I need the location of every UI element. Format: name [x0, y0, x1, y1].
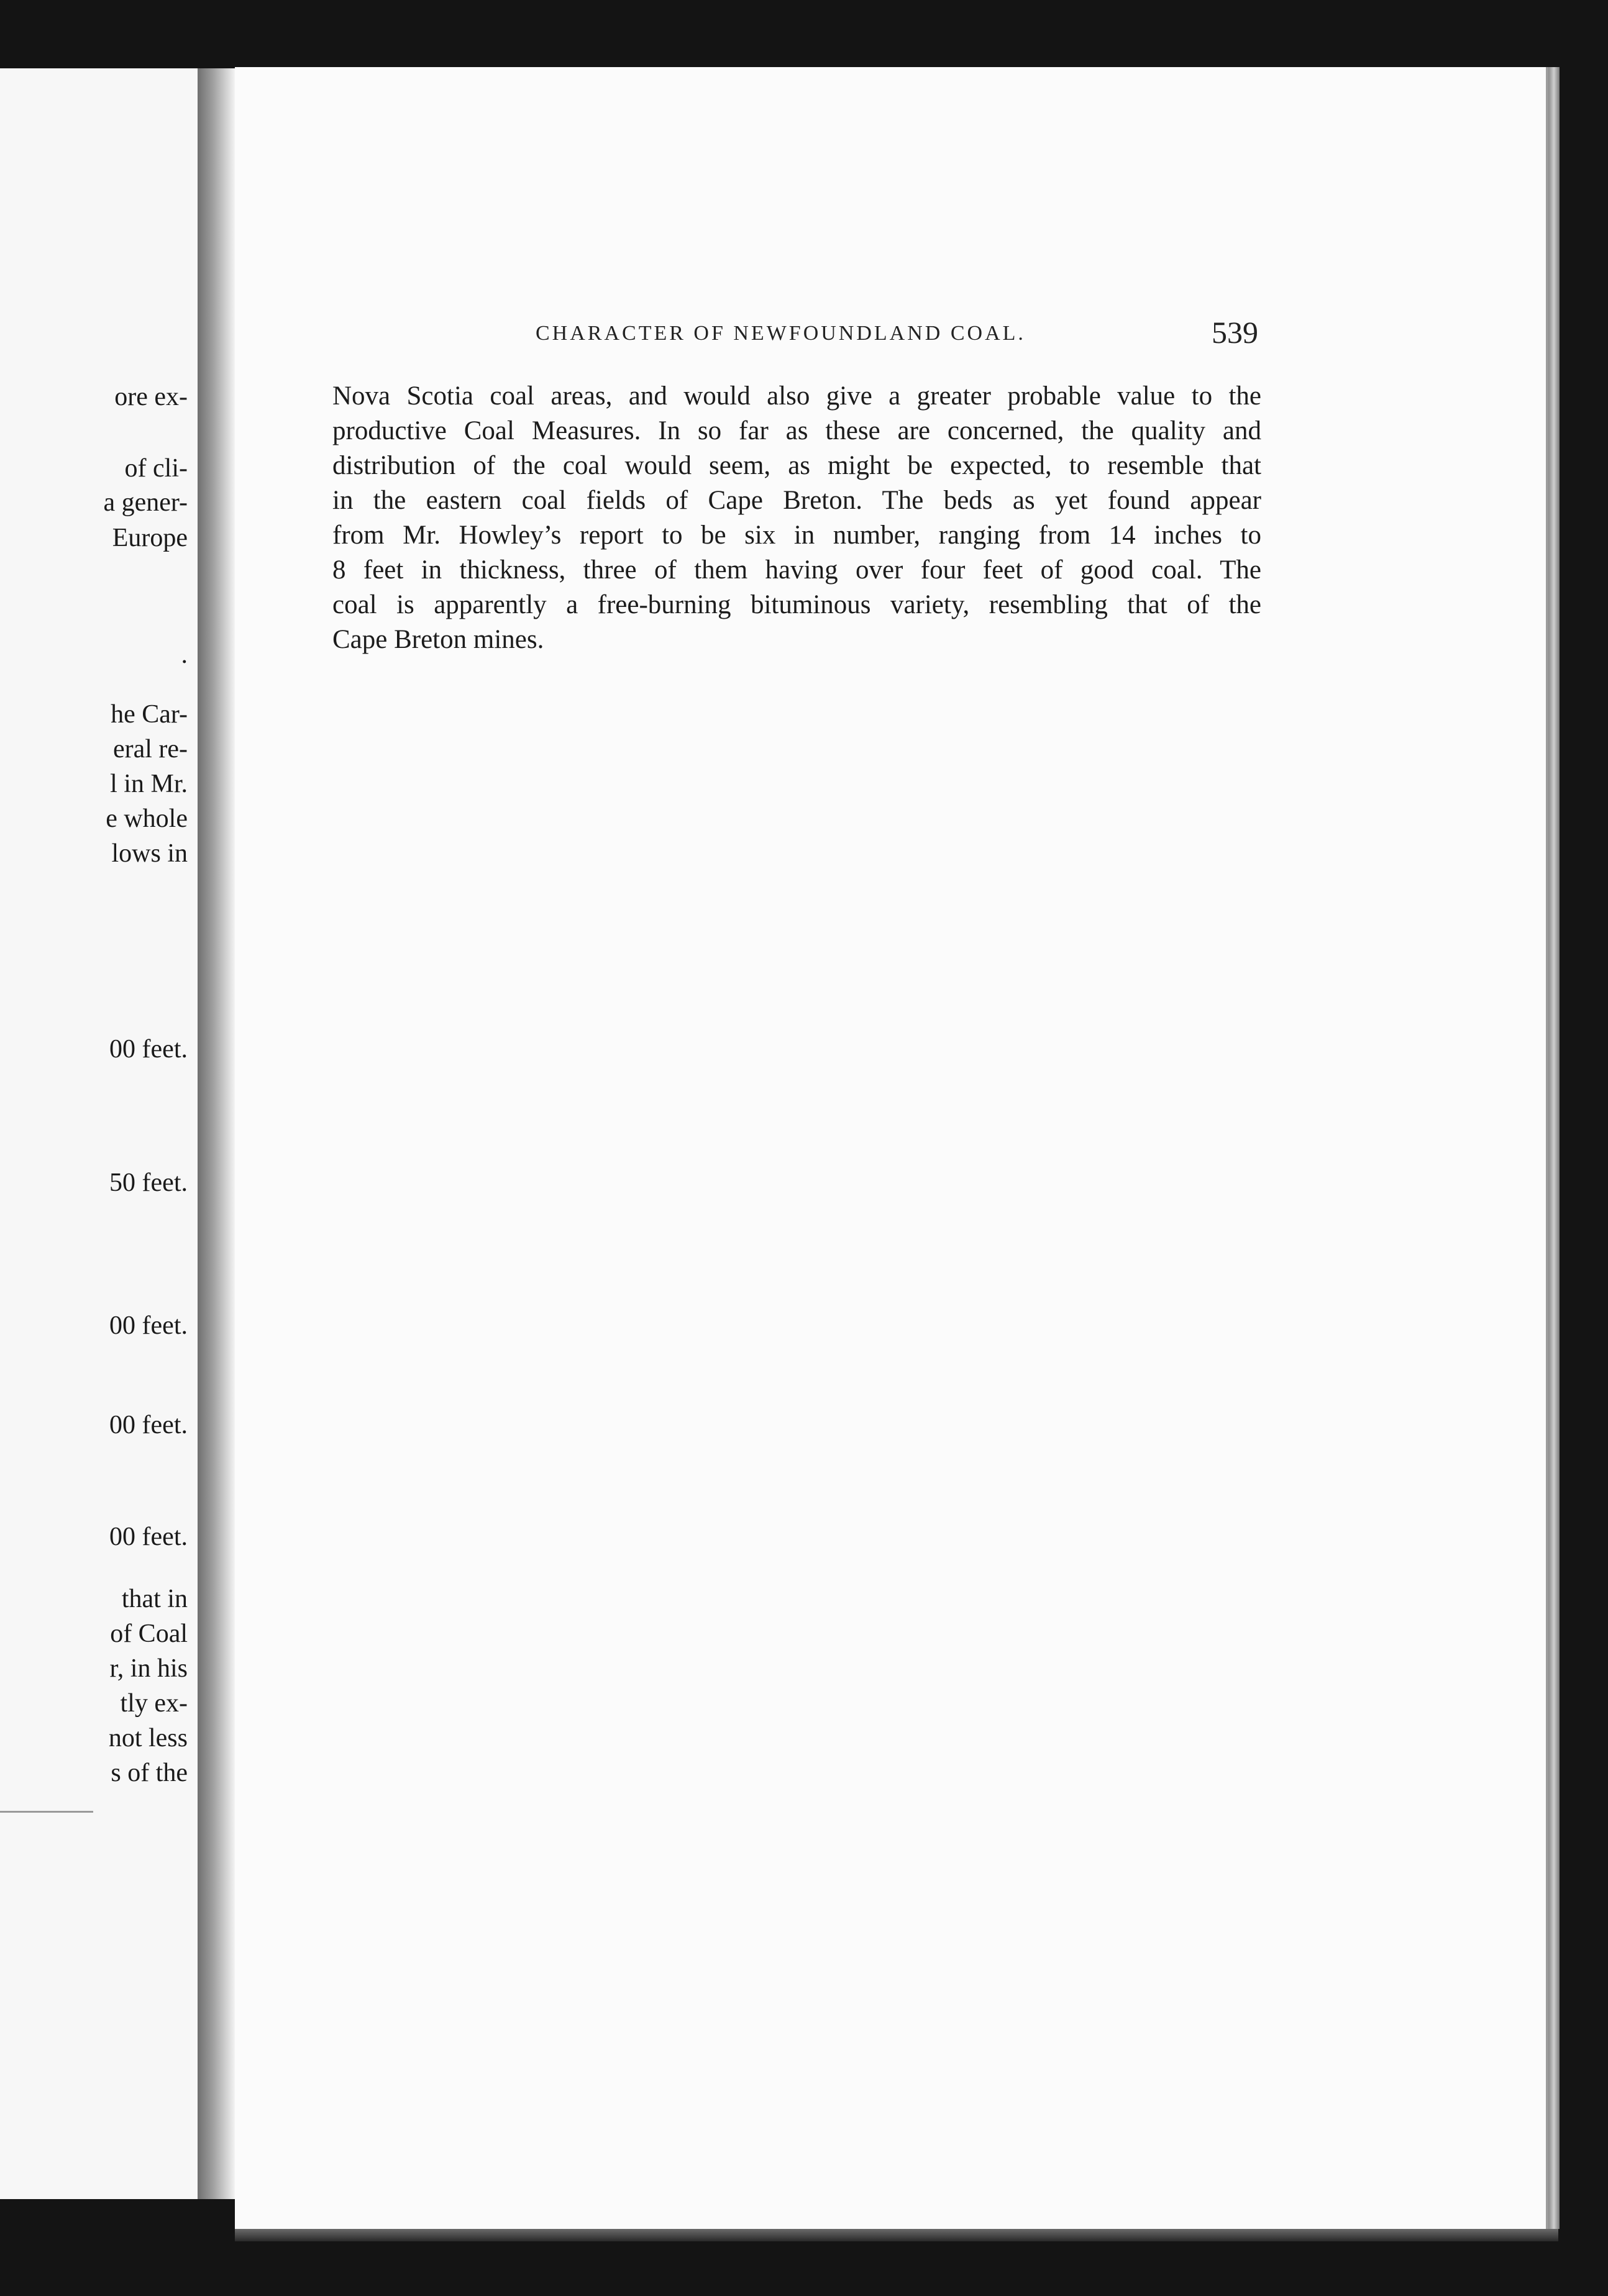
body-line: productive Coal Measures. In so far as these are concerned, the quality and [332, 416, 1261, 445]
body-line: distribution of the coal would seem, as might be expected, to resemble that [332, 451, 1261, 480]
left-page-fragment: lows in [111, 839, 188, 868]
left-page-fragment: of cli- [124, 454, 188, 483]
left-page-fragment: not less [108, 1724, 188, 1752]
body-line: Cape Breton mines. [332, 625, 544, 654]
body-line: 8 feet in thickness, three of them having over four feet of good coal. The [332, 555, 1261, 585]
page-bottom-edge [235, 2229, 1558, 2241]
left-page-fragment: 00 feet. [109, 1311, 188, 1340]
left-page-fragment: 00 feet. [109, 1523, 188, 1551]
left-page-fragment: s of the [111, 1759, 188, 1787]
body-line: coal is apparently a free-burning bituminous variety, resembling that of the [332, 590, 1261, 619]
left-page-fragment: . [181, 640, 188, 669]
left-page-fragment: Europe [112, 524, 188, 552]
left-page-fragment: 50 feet. [109, 1168, 188, 1197]
body-line: Nova Scotia coal areas, and would also give a greater probable value to the [332, 381, 1261, 411]
left-page-fragment: tly ex- [120, 1689, 188, 1718]
left-page-rule [0, 1811, 93, 1813]
left-page-fragment: a gener- [103, 488, 188, 517]
left-page-fragment: 00 feet. [109, 1035, 188, 1064]
body-line: from Mr. Howley’s report to be six in number, ranging from 14 inches to [332, 521, 1261, 550]
left-page-fragment: he Car- [111, 700, 188, 729]
left-facing-page [0, 68, 201, 2199]
body-line: in the eastern coal fields of Cape Breton. The beds as yet found appear [332, 486, 1261, 515]
left-page-fragment: 00 feet. [109, 1411, 188, 1439]
left-page-fragment: eral re- [112, 735, 188, 763]
book-gutter [198, 68, 235, 2199]
page-edge [1548, 67, 1560, 2229]
left-page-fragment: e whole [106, 804, 188, 833]
left-page-fragment: that in [121, 1585, 188, 1613]
left-page-fragment: of Coal [110, 1620, 188, 1648]
running-head: CHARACTER OF NEWFOUNDLAND COAL. [536, 322, 1026, 345]
page-number: 539 [1212, 315, 1258, 350]
body-paragraph [332, 379, 1261, 657]
left-page-fragment: ore ex- [114, 383, 188, 411]
left-page-fragment: r, in his [109, 1654, 188, 1683]
left-page-fragment: l in Mr. [110, 770, 188, 798]
